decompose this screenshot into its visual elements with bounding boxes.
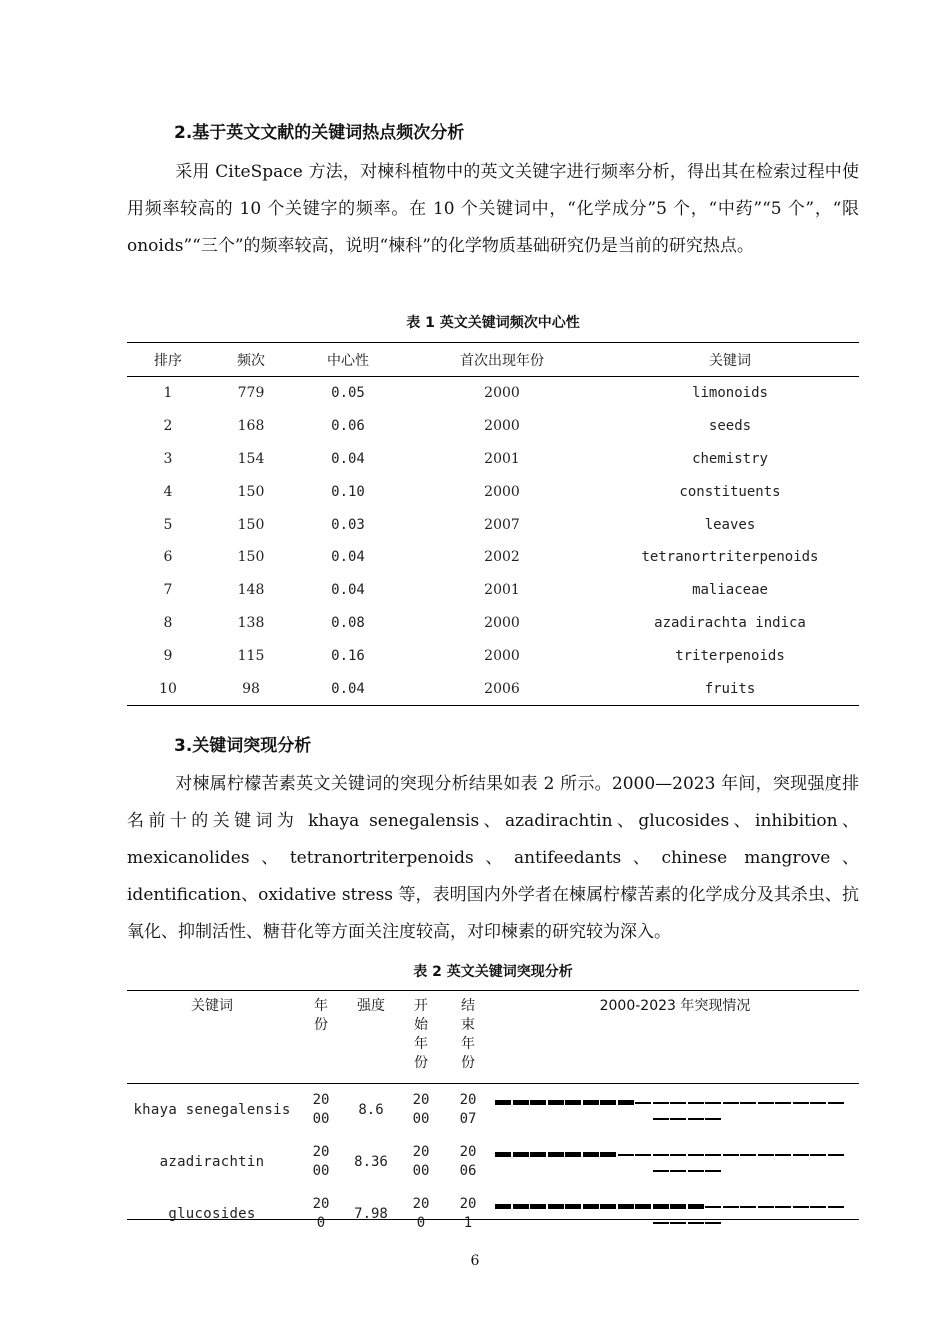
table-cell: 0.03 (331, 516, 365, 533)
timeline-segment (828, 1154, 844, 1156)
timeline-segment (810, 1154, 826, 1156)
table-1 (127, 342, 859, 706)
timeline-segment (723, 1206, 739, 1208)
table-cell-text: 2000 (412, 1092, 430, 1127)
section-3-paragraph (127, 766, 859, 951)
burst-segment (618, 1100, 634, 1105)
table-cell: maliaceae (692, 582, 768, 599)
table-cell: 0.16 (331, 647, 365, 664)
table-cell-text: 2000 (312, 1092, 330, 1127)
burst-segment (513, 1204, 529, 1209)
timeline-segment (705, 1170, 721, 1172)
table-2-bottom-rule (127, 1219, 859, 1220)
timeline-segment (653, 1154, 669, 1156)
burst-timeline-cell (491, 1188, 859, 1240)
table-1-header: 排序 (127, 343, 209, 377)
table-row (127, 1188, 859, 1240)
burst-segment (495, 1100, 511, 1105)
table-row (127, 377, 859, 410)
timeline-segment (705, 1118, 721, 1120)
table-cell: 5 (163, 516, 173, 533)
burst-segment (635, 1204, 651, 1209)
table-cell-text: 2000 (412, 1144, 430, 1179)
timeline-segment (740, 1102, 756, 1104)
table-cell: 0.06 (331, 418, 365, 435)
table-row (127, 541, 859, 574)
table-cell-text: 2007 (459, 1092, 477, 1127)
burst-segment (600, 1152, 616, 1157)
burst-segment (618, 1204, 634, 1209)
timeline-segment (758, 1154, 774, 1156)
burst-segment (513, 1152, 529, 1157)
timeline-segment (810, 1206, 826, 1208)
table-1-header-row (127, 343, 859, 377)
table-cell: 2000 (484, 483, 520, 500)
timeline-segment (688, 1118, 704, 1120)
timeline-segment (758, 1206, 774, 1208)
timeline-segment (670, 1170, 686, 1172)
table-2-header (445, 991, 491, 1084)
table-cell: 0.04 (331, 549, 365, 566)
burst-segment (583, 1152, 599, 1157)
table-cell: azadirachtin (159, 1153, 265, 1170)
table-row (127, 574, 859, 607)
table-row (127, 1084, 859, 1137)
table-cell: 1 (163, 385, 173, 402)
table-cell: 8.6 (358, 1101, 384, 1118)
table-2-header (397, 991, 445, 1084)
timeline-segment (723, 1102, 739, 1104)
table-cell (297, 1084, 345, 1137)
table-row (127, 672, 859, 705)
timeline-segment (635, 1102, 651, 1104)
table-1-header: 频次 (209, 343, 293, 377)
table-cell: 0.04 (331, 450, 365, 467)
table-row (127, 607, 859, 640)
table-cell (397, 1084, 445, 1137)
table-cell-text: 2000 (312, 1144, 330, 1179)
table-cell: 2000 (484, 614, 520, 631)
table-cell: 2002 (484, 549, 520, 566)
table-2-header: 2000-2023 年突现情况 (491, 991, 859, 1084)
table-cell (397, 1136, 445, 1188)
table-cell-text: 200 (412, 1196, 430, 1231)
burst-segment (600, 1204, 616, 1209)
table-cell: 779 (237, 385, 265, 402)
burst-segment (548, 1152, 564, 1157)
section-3-heading: 3.关键词突现分析 (174, 736, 312, 756)
table-cell: 148 (237, 582, 265, 599)
table-cell: 8.36 (354, 1153, 388, 1170)
table-row (127, 1136, 859, 1188)
burst-segment (495, 1204, 511, 1209)
table-cell: chemistry (692, 450, 768, 467)
burst-segment (565, 1204, 581, 1209)
table-cell: 2001 (484, 582, 520, 599)
burst-segment (670, 1204, 686, 1209)
table-2 (127, 990, 859, 1231)
burst-segment (530, 1100, 546, 1105)
timeline-segment (670, 1222, 686, 1224)
table-2-header-text: 结束年份 (461, 998, 475, 1071)
timeline-segment (775, 1154, 791, 1156)
table-2-header-text: 开始年份 (414, 998, 428, 1071)
table-cell: 0.04 (331, 680, 365, 697)
table-cell: 7.98 (354, 1205, 388, 1222)
burst-segment (495, 1152, 511, 1157)
section-2-paragraph-text: 采用 CiteSpace 方法，对楝科植物中的英文关键字进行频率分析，得出其在检索过程中使用频率较高的 10 个关键字的频率。在 10 个关键词中，“化学成分”5 个，“中药”“5 个”，“限 onoids”“三个”的频率较高，说明“楝科”的化学物质基础研究仍是当前的研究热点。 (127, 162, 859, 256)
table-2-header (297, 991, 345, 1084)
timeline-segment (775, 1102, 791, 1104)
timeline-segment (688, 1102, 704, 1104)
table-cell-text: 200 (312, 1196, 330, 1231)
timeline-segment (810, 1102, 826, 1104)
section-2-paragraph (127, 154, 859, 265)
table-cell: 10 (159, 680, 177, 697)
timeline-segment (653, 1170, 669, 1172)
timeline-segment (705, 1154, 721, 1156)
table-cell: glucosides (168, 1205, 256, 1222)
timeline-segment (793, 1206, 809, 1208)
timeline-segment (828, 1206, 844, 1208)
timeline-segment (653, 1222, 669, 1224)
table-cell: 150 (237, 483, 265, 500)
table-1-header: 首次出现年份 (403, 343, 601, 377)
table-cell: 2000 (484, 418, 520, 435)
table-cell: 138 (237, 614, 265, 631)
table-cell-text: 2006 (459, 1144, 477, 1179)
table-cell: 9 (163, 647, 173, 664)
timeline-segment (653, 1102, 669, 1104)
table-cell (445, 1136, 491, 1188)
burst-segment (530, 1152, 546, 1157)
table-cell: 168 (237, 418, 265, 435)
table-cell: 2001 (484, 450, 520, 467)
table-cell-text: 201 (459, 1196, 477, 1231)
section-2-heading: 2.基于英文文献的关键词热点频次分析 (174, 123, 465, 143)
timeline-segment (635, 1154, 651, 1156)
section-3-paragraph-text: 对楝属柠檬苦素英文关键词的突现分析结果如表 2 所示。2000—2023 年间，突现强度排名前十的关键词为 khaya senegalensis、azadirachtin、glucosides、inhibition、mexicanolides、tetranortriterpenoids、antifeedants、chinese mangrove、identification、oxidative stress 等，表明国内外学者在楝属柠檬苦素的化学成分及其杀虫、抗氧化、抑制活性、糖苷化等方面关注度较高，对印楝素的研究较为深入。 (127, 774, 859, 942)
burst-timeline-bar (495, 1096, 845, 1124)
table-cell: azadirachta indica (654, 614, 806, 631)
burst-segment (548, 1204, 564, 1209)
timeline-segment (670, 1118, 686, 1120)
burst-segment (583, 1100, 599, 1105)
burst-segment (513, 1100, 529, 1105)
timeline-segment (670, 1102, 686, 1104)
timeline-segment (705, 1102, 721, 1104)
burst-segment (688, 1204, 704, 1209)
table-row (127, 443, 859, 476)
timeline-segment (793, 1154, 809, 1156)
table-cell: 154 (237, 450, 265, 467)
burst-segment (653, 1204, 669, 1209)
table-cell: 150 (237, 549, 265, 566)
table-2-header: 关键词 (127, 991, 297, 1084)
table-cell: 3 (163, 450, 173, 467)
table-cell: 0.10 (331, 483, 365, 500)
table-1-header: 关键词 (601, 343, 859, 377)
table-cell: triterpenoids (675, 647, 785, 664)
table-cell: 0.04 (331, 582, 365, 599)
timeline-segment (775, 1206, 791, 1208)
timeline-segment (723, 1154, 739, 1156)
table-cell: khaya senegalensis (133, 1101, 291, 1118)
burst-segment (530, 1204, 546, 1209)
table-cell: 115 (237, 647, 265, 664)
timeline-segment (793, 1102, 809, 1104)
timeline-segment (653, 1118, 669, 1120)
burst-segment (600, 1100, 616, 1105)
table-1-header: 中心性 (293, 343, 403, 377)
table-cell: 2000 (484, 647, 520, 664)
burst-segment (583, 1204, 599, 1209)
table-cell: 2000 (484, 385, 520, 402)
timeline-segment (740, 1206, 756, 1208)
table-cell: 4 (163, 483, 173, 500)
table-row (127, 410, 859, 443)
burst-timeline-bar (495, 1148, 845, 1176)
table-1-caption: 表 1 英文关键词频次中心性 (406, 315, 580, 331)
timeline-segment (705, 1222, 721, 1224)
table-cell: 2 (163, 418, 173, 435)
table-cell: 2007 (484, 516, 520, 533)
table-cell: 6 (163, 549, 173, 566)
table-cell (445, 1084, 491, 1137)
table-cell: seeds (708, 418, 752, 435)
timeline-segment (705, 1206, 721, 1208)
table-cell: limonoids (692, 385, 768, 402)
table-row (127, 639, 859, 672)
timeline-segment (758, 1102, 774, 1104)
burst-segment (548, 1100, 564, 1105)
table-2-header-row (127, 991, 859, 1084)
burst-timeline-cell (491, 1084, 859, 1137)
table-cell: constituents (679, 483, 781, 500)
table-cell (297, 1188, 345, 1240)
table-cell (297, 1136, 345, 1188)
table-cell: 0.08 (331, 614, 365, 631)
table-cell: 98 (242, 680, 260, 697)
timeline-segment (618, 1154, 634, 1156)
timeline-segment (688, 1170, 704, 1172)
burst-segment (565, 1100, 581, 1105)
table-cell: leaves (704, 516, 756, 533)
page-number: 6 (470, 1253, 480, 1269)
table-cell: 8 (163, 614, 173, 631)
burst-timeline-cell (491, 1136, 859, 1188)
table-cell: 150 (237, 516, 265, 533)
burst-segment (565, 1152, 581, 1157)
table-cell (445, 1188, 491, 1240)
timeline-segment (828, 1102, 844, 1104)
timeline-segment (688, 1222, 704, 1224)
table-2-caption: 表 2 英文关键词突现分析 (413, 964, 573, 980)
table-cell: 0.05 (331, 385, 365, 402)
table-cell (397, 1188, 445, 1240)
table-row (127, 475, 859, 508)
timeline-segment (740, 1154, 756, 1156)
table-row (127, 508, 859, 541)
timeline-segment (688, 1154, 704, 1156)
table-2-header-text: 年份 (314, 998, 328, 1033)
table-cell: 2006 (484, 680, 520, 697)
table-cell: 7 (163, 582, 173, 599)
table-cell: tetranortriterpenoids (641, 549, 819, 566)
timeline-segment (670, 1154, 686, 1156)
burst-timeline-bar (495, 1200, 845, 1228)
table-cell: fruits (704, 680, 756, 697)
table-2-header: 强度 (345, 991, 397, 1084)
